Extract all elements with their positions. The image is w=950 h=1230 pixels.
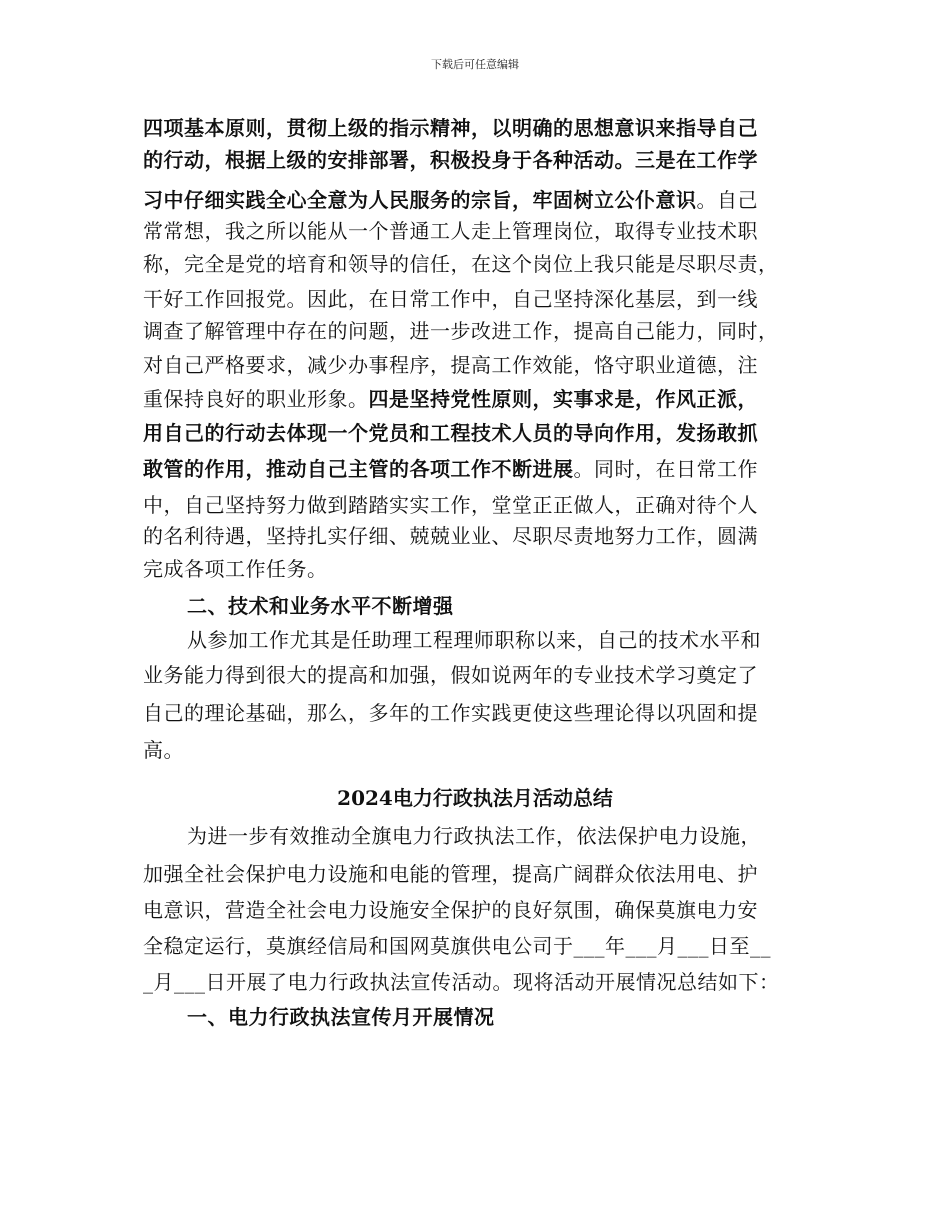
text-line bbox=[143, 860, 811, 888]
section-title bbox=[0, 784, 950, 812]
bold-text-run: 敢管的作用，推动自己主管的各项工作不断进展 bbox=[143, 457, 574, 481]
text-line bbox=[143, 114, 811, 142]
text-run: 。同时，在日常工作 bbox=[573, 457, 758, 481]
bold-text-run: 的行动，根据上级的安排部署，积极投身于各种活动。三是在工作学 bbox=[143, 148, 758, 172]
text-run: 对自己严格要求，减少办事程序，提高工作效能，恪守职业道德，注 bbox=[143, 353, 758, 377]
bold-text-run: 用自己的行动去体现一个党员和工程技术人员的导向作用，发扬敢抓 bbox=[143, 421, 758, 445]
text-run: 业务能力得到很大的提高和加强，假如说两年的专业技术学习奠定了 bbox=[143, 663, 758, 687]
text-run: 干好工作回报党。因此，在日常工作中，自己坚持深化基层，到一线 bbox=[143, 287, 758, 311]
bold-text-run: 2024电力行政执法月活动总结 bbox=[337, 786, 613, 810]
text-line bbox=[143, 419, 811, 447]
text-line bbox=[143, 146, 811, 174]
text-run: 为进一步有效推动全旗电力行政执法工作，依法保护电力设施， bbox=[187, 824, 761, 848]
text-line bbox=[143, 455, 811, 483]
text-line bbox=[143, 217, 811, 245]
text-run: 调查了解管理中存在的问题，进一步改进工作，提高自己能力，同时， bbox=[143, 319, 779, 343]
text-line bbox=[187, 822, 855, 850]
text-line bbox=[143, 385, 811, 413]
bold-text-run: 习中仔细实践全心全意为人民服务的宗旨，牢固树立公仆意识 bbox=[143, 188, 697, 212]
text-run: 的名利待遇，坚持扎实仔细、兢兢业业、尽职尽责地努力工作，圆满 bbox=[143, 524, 758, 548]
bold-text-run: 一、电力行政执法宣传月开展情况 bbox=[187, 1005, 495, 1029]
bold-text-run: 二、技术和业务水平不断增强 bbox=[187, 594, 454, 618]
text-run: 中，自己坚持努力做到踏踏实实工作，堂堂正正做人，正确对待个人 bbox=[143, 493, 758, 517]
text-line bbox=[143, 555, 811, 583]
page-header: 下载后可任意编辑 bbox=[431, 58, 519, 71]
text-run: 高。 bbox=[143, 738, 184, 762]
text-line bbox=[143, 186, 811, 214]
bold-text-run: 四是坚持党性原则，实事求是，作风正派， bbox=[368, 387, 758, 411]
text-run: 加强全社会保护电力设施和电能的管理，提高广阔群众依法用电、护 bbox=[143, 862, 758, 886]
bold-text-run: 四项基本原则，贯彻上级的指示精神，以明确的思想意识来指导自己 bbox=[143, 116, 758, 140]
text-run: 电意识，营造全社会电力设施安全保护的良好氛围，确保莫旗电力安 bbox=[143, 898, 758, 922]
text-line bbox=[143, 736, 811, 764]
text-line bbox=[143, 351, 811, 379]
text-run: 从参加工作尤其是任助理工程理师职称以来，自己的技术水平和 bbox=[187, 628, 761, 652]
text-run: 完成各项工作任务。 bbox=[143, 557, 328, 581]
text-line bbox=[143, 896, 811, 924]
text-run: 称，完全是党的培育和领导的信任，在这个岗位上我只能是尽职尽责， bbox=[143, 252, 779, 276]
text-line bbox=[143, 968, 811, 996]
text-line bbox=[187, 1003, 855, 1031]
text-line bbox=[187, 592, 855, 620]
text-line bbox=[143, 250, 811, 278]
text-line bbox=[143, 932, 811, 960]
text-line bbox=[143, 522, 811, 550]
text-line bbox=[143, 285, 811, 313]
text-line bbox=[143, 699, 811, 727]
text-run: 重保持良好的职业形象。 bbox=[143, 387, 369, 411]
text-line bbox=[143, 491, 811, 519]
text-run: 。自己 bbox=[696, 188, 758, 212]
text-line bbox=[187, 626, 855, 654]
text-run: 常常想，我之所以能从一个普通工人走上管理岗位，取得专业技术职 bbox=[143, 219, 758, 243]
text-line bbox=[143, 661, 811, 689]
text-run: _月___日开展了电力行政执法宣传活动。现将活动开展情况总结如下： bbox=[143, 970, 780, 994]
text-line bbox=[143, 317, 811, 345]
text-run: 全稳定运行，莫旗经信局和国网莫旗供电公司于___年___月___日至__ bbox=[143, 934, 771, 958]
text-run: 自己的理论基础，那么，多年的工作实践更使这些理论得以巩固和提 bbox=[143, 701, 758, 725]
